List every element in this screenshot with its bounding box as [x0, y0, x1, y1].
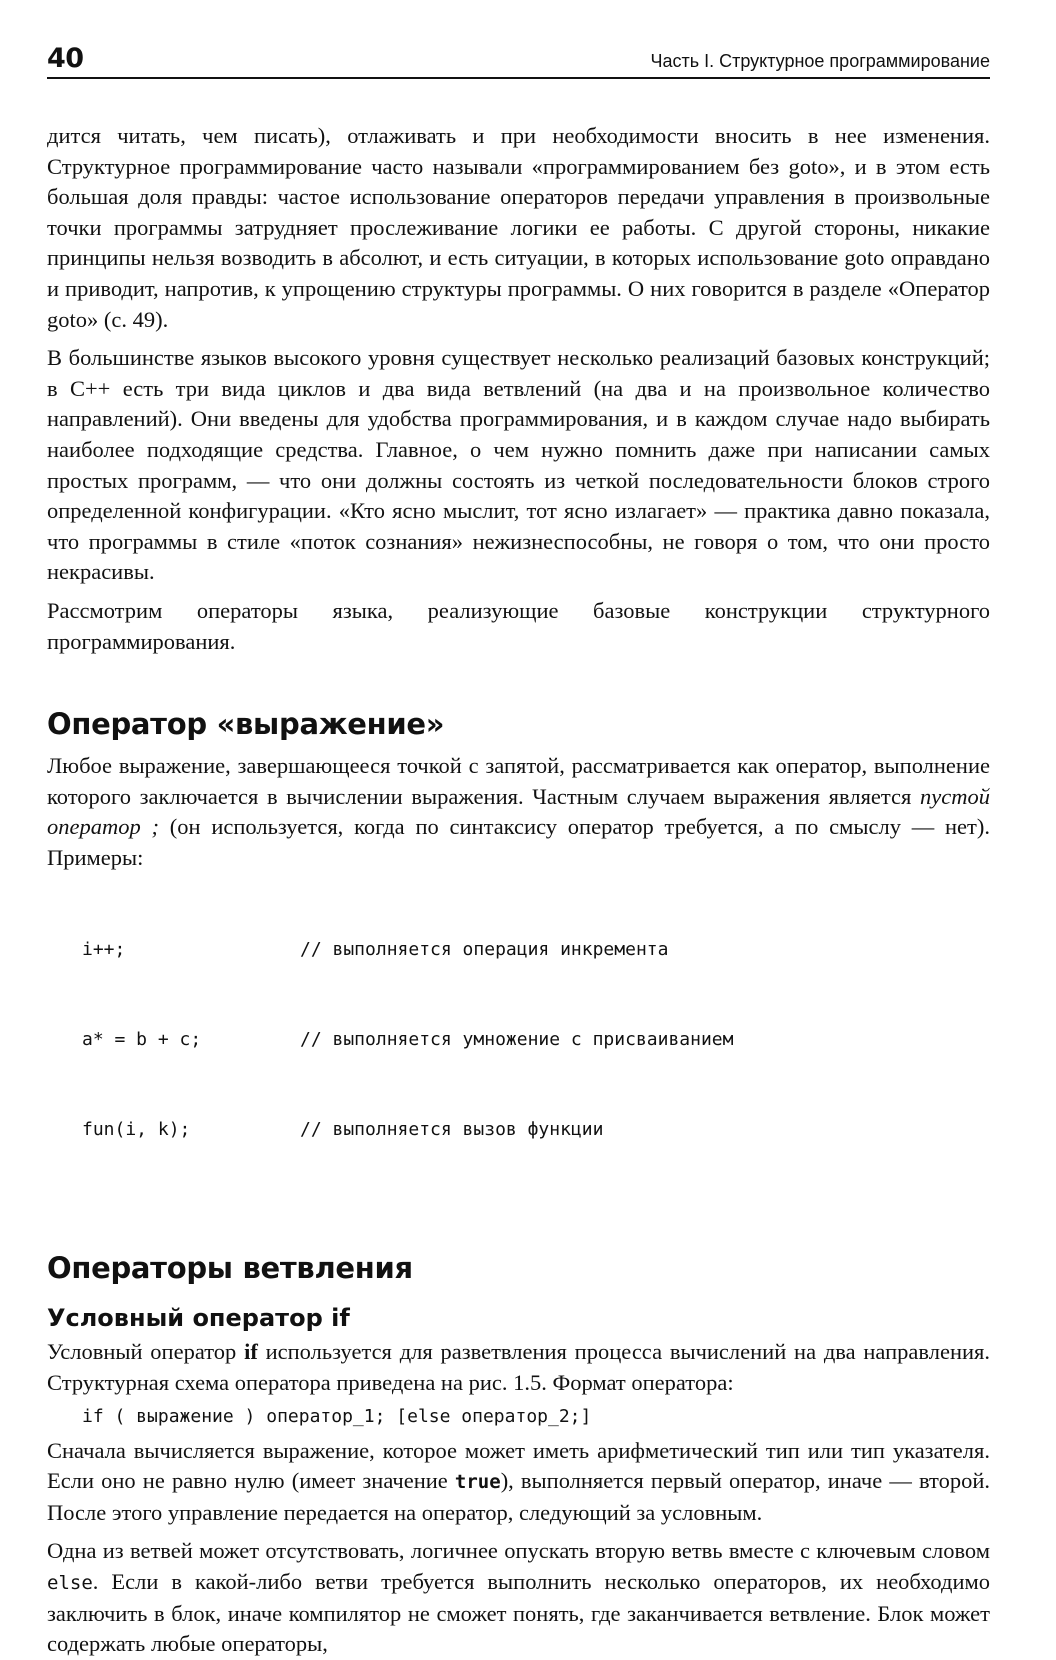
expression-text-a: Любое выражение, завершающееся точкой с запятой, рассматривается как оператор, выполнение которого заключается в вычислении выражения. Частным случаем выражения является	[47, 753, 990, 809]
empty-statement-term: пустой оператор ;	[47, 783, 990, 840]
if-syntax: if ( выражение ) оператор_1; [else оператор_2;]	[82, 1405, 592, 1427]
section-heading-branching: Операторы ветвления	[47, 1251, 413, 1286]
code-statement: a* = b + c;	[82, 1029, 202, 1051]
if-eval-a: Сначала вычисляется выражение, которое может иметь арифметический тип или тип указателя. Если оно не равно нулю (имеет значение	[47, 1437, 990, 1494]
subsection-heading-if: Условный оператор if	[47, 1304, 350, 1333]
if-branches-a: Одна из ветвей может отсутствовать, логичнее опускать вторую ветвь вместе с ключевым словом	[47, 1538, 990, 1564]
paragraph-if-intro	[47, 1337, 990, 1398]
paragraph-structured-programming: дится читать, чем писать), отлаживать и при необходимости вносить в нее изменения. Структурное программирование часто называли «программированием без goto», и в этом есть большая доля правды: частое использование операторов передачи управления в произвольные точки программы затрудняет прослеживание логики ее работы. С другой стороны, никакие принципы нельзя возводить в абсолют, и есть ситуации, в которых использование goto оправдано и приводит, напротив, к упрощению структуры программы. О них говорится в разделе «Оператор goto» (с. 49).	[47, 123, 990, 332]
code-statement: i++;	[82, 939, 126, 961]
running-head: Часть I. Структурное программирование	[650, 51, 990, 71]
paragraph-consider-operators: Рассмотрим операторы языка, реализующие базовые конструкции структурного программирования.	[47, 597, 990, 654]
code-line	[82, 935, 990, 965]
book-page	[47, 38, 990, 1660]
code-line	[82, 1115, 990, 1145]
expression-text-b: (он используется, когда по синтаксису оператор требуется, а по смыслу — нет). Примеры:	[47, 814, 990, 870]
if-intro-a: Условный оператор	[47, 1339, 245, 1365]
if-keyword: if	[244, 1339, 258, 1365]
code-comment: // выполняется операция инкремента	[300, 939, 669, 961]
true-keyword: true	[454, 1471, 501, 1494]
if-branches-b: . Если в какой-либо ветви требуется выполнить несколько операторов, их необходимо заключить в блок, иначе компилятор не сможет понять, где заканчивается ветвление. Блок может содержать любые операторы,	[47, 1569, 990, 1657]
paragraph-language-constructs: В большинстве языков высокого уровня существует несколько реализаций базовых конструкций; в С++ есть три вида циклов и два вида ветвлений (на два и на произвольное количество направлений). Они введены для удобства программирования, и в каждом случае надо выбирать наиболее подходящие средства. Главное, о чем нужно помнить даже при написании самых простых программ, — что они должны состоять из четкой последовательности блоков строго определенной конфигурации. «Кто ясно мыслит, тот ясно излагает» — практика давно показала, что программы в стиле «поток сознания» нежизнеспособны, не говоря о том, что они просто некрасивы.	[47, 345, 990, 585]
if-intro-b: используется для разветвления процесса вычислений на два направления. Структурная схема оператора приведена на рис. 1.5. Формат оператора:	[47, 1339, 990, 1396]
else-keyword: else	[47, 1572, 93, 1595]
code-comment: // выполняется вызов функции	[300, 1119, 604, 1141]
page-header	[47, 38, 990, 79]
section-heading-expression: Оператор «выражение»	[47, 707, 445, 742]
page-number: 40	[47, 43, 84, 74]
if-eval-b: ), выполняется первый оператор, иначе — второй. После этого управление передается на оператор, следующий за условным.	[47, 1468, 990, 1525]
paragraph-if-evaluation	[47, 1436, 990, 1529]
code-line	[82, 1025, 990, 1055]
code-examples	[47, 875, 990, 1205]
code-statement: fun(i, k);	[82, 1119, 191, 1141]
paragraph-if-branches	[47, 1536, 990, 1659]
code-comment: // выполняется умножение с присваиванием	[300, 1029, 734, 1051]
paragraph-expression-statement	[47, 751, 990, 873]
